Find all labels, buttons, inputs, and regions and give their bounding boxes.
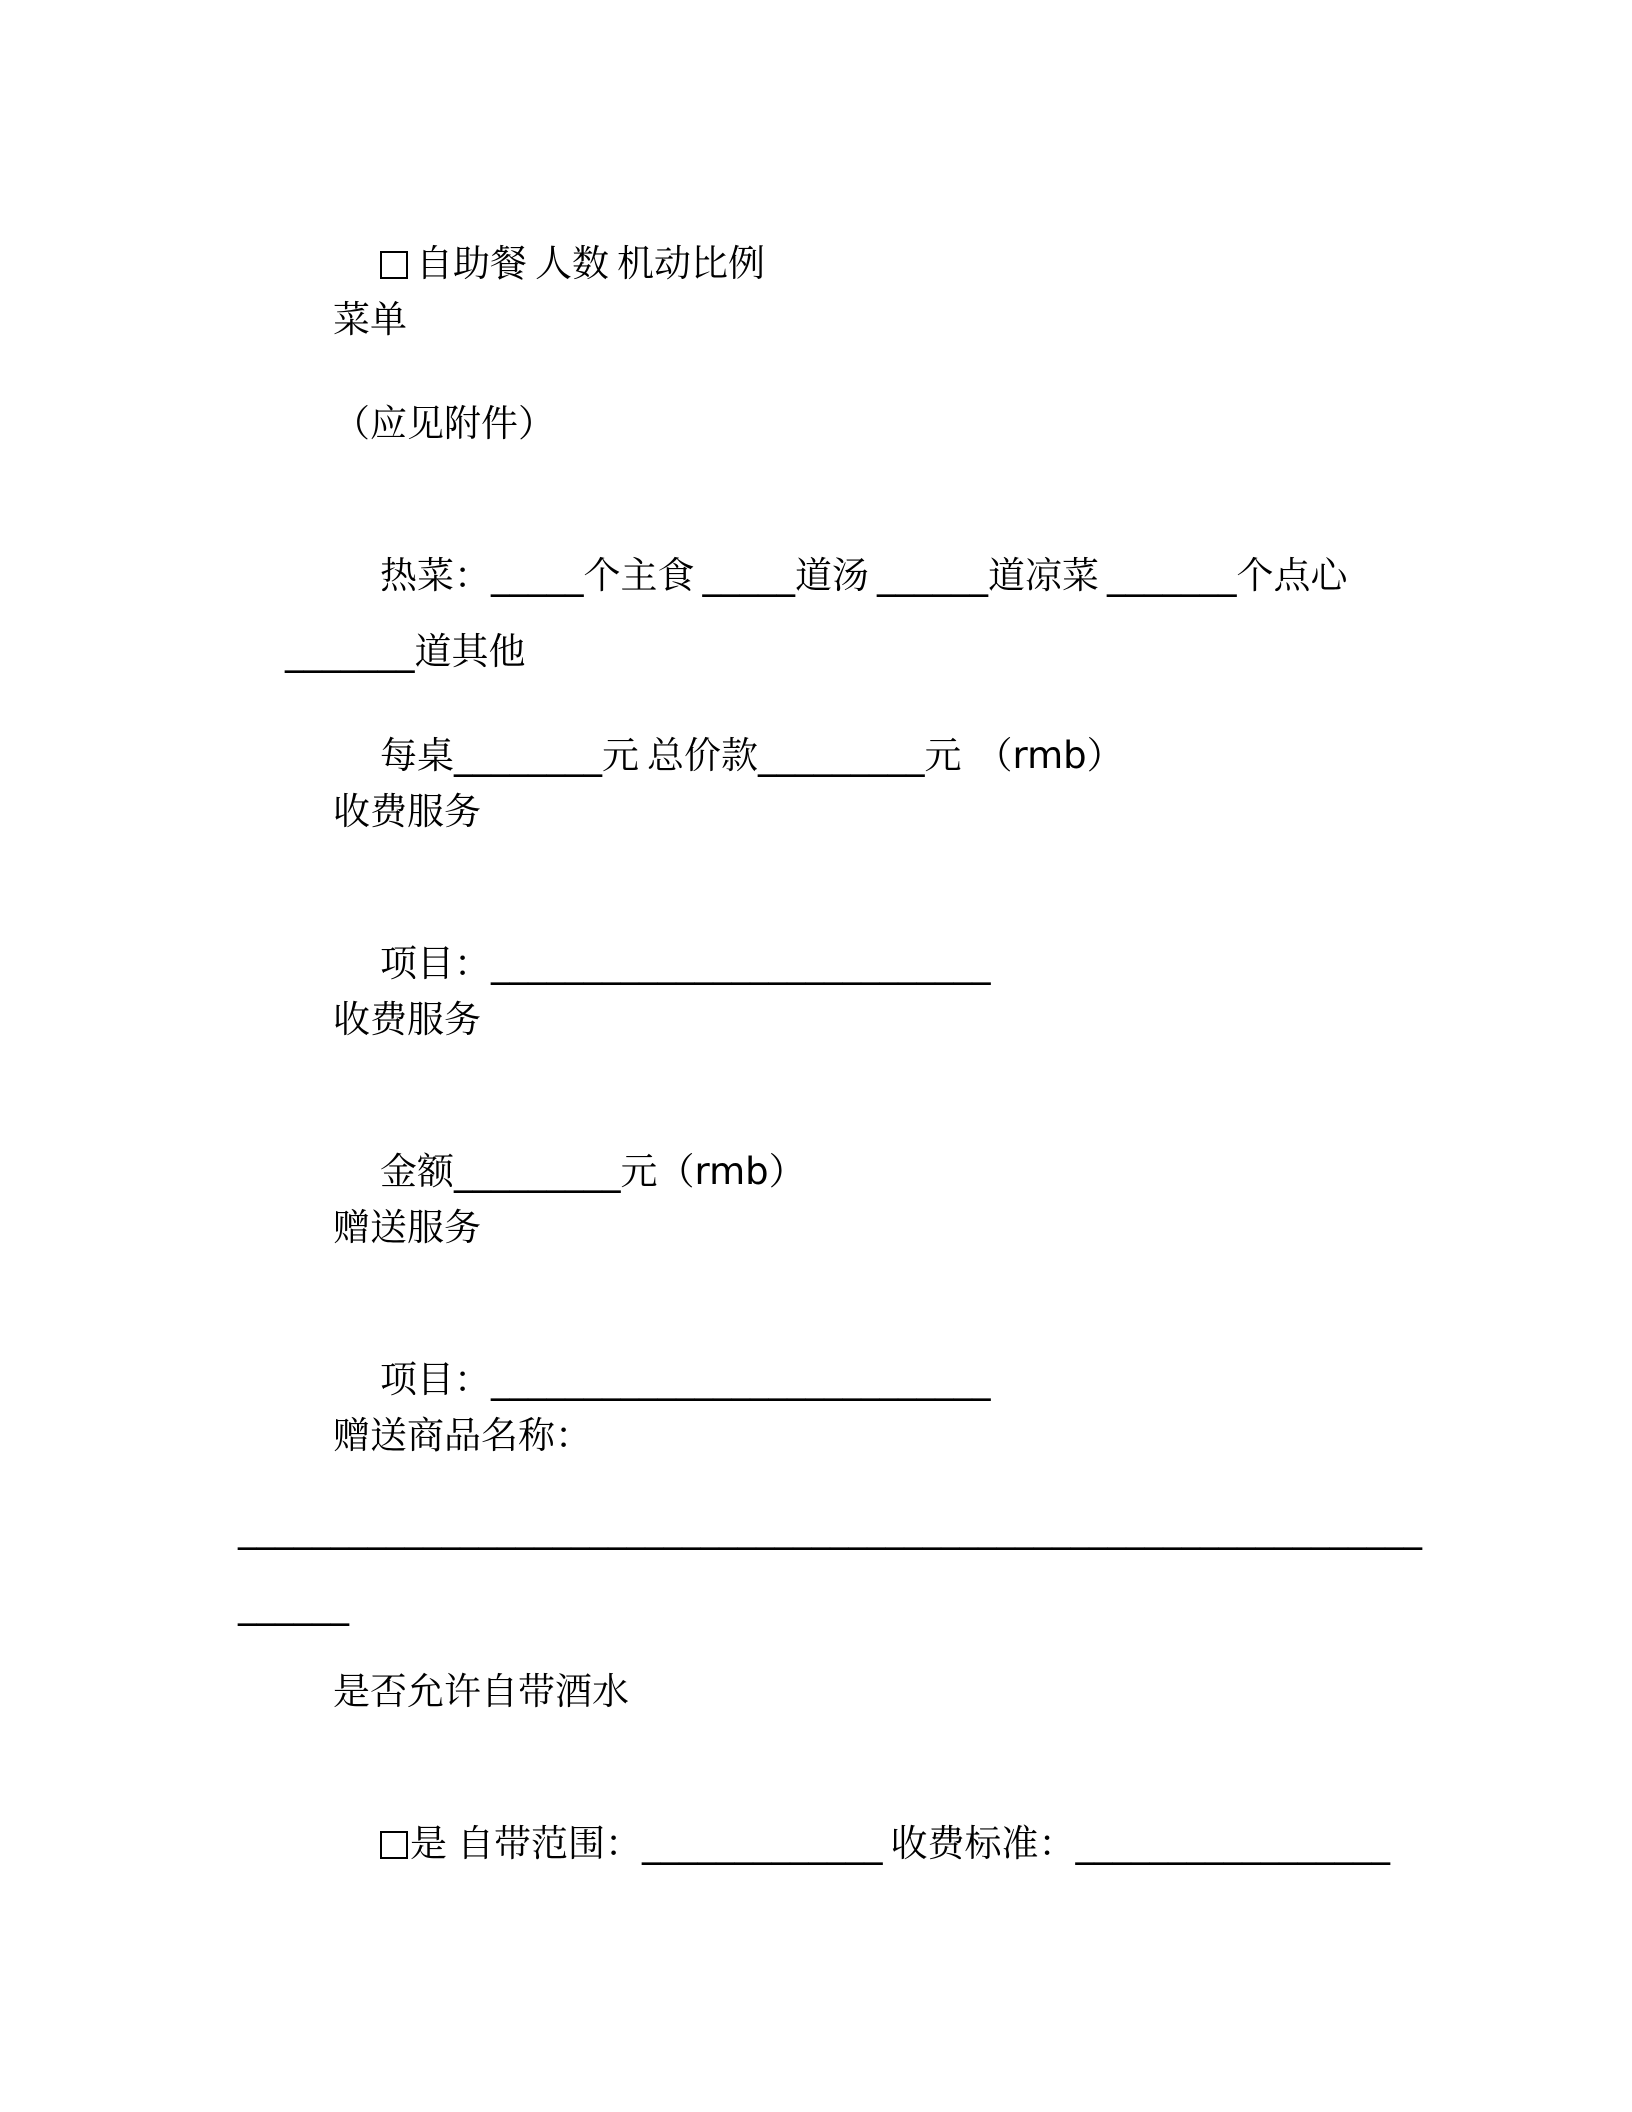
staple-label: 个主食 bbox=[583, 554, 695, 597]
menu-title: 菜单 bbox=[333, 298, 407, 341]
total-price-unit: 元 bbox=[924, 734, 962, 777]
paid-item-blank[interactable]: ___________________________ bbox=[491, 942, 991, 985]
paid-service-title: 收费服务 bbox=[333, 790, 481, 833]
soup-label: 道汤 bbox=[795, 554, 870, 597]
gift-item-label: 项目： bbox=[380, 1358, 492, 1401]
paid-service-title-2: 收费服务 bbox=[333, 998, 481, 1041]
hot-dish-blank[interactable]: _____ bbox=[491, 554, 584, 597]
scope-blank[interactable]: _____________ bbox=[642, 1822, 883, 1865]
scope-label: 自带范围： bbox=[457, 1822, 643, 1865]
fee-label: 收费标准： bbox=[890, 1822, 1076, 1865]
menu-note: （应见附件） bbox=[333, 402, 555, 445]
other-dish-label: 道其他 bbox=[414, 630, 526, 673]
gift-goods-blank-2[interactable]: ______ bbox=[238, 1583, 349, 1626]
amount-blank[interactable]: _________ bbox=[454, 1150, 621, 1193]
drinks-yes-label: 是 bbox=[410, 1822, 448, 1865]
amount-label: 金额 bbox=[380, 1150, 455, 1193]
per-table-label: 每桌 bbox=[380, 734, 455, 777]
buffet-label: 自助餐 bbox=[416, 242, 528, 285]
buffet-checkbox[interactable] bbox=[380, 251, 408, 279]
amount-unit: 元（rmb） bbox=[620, 1150, 806, 1193]
other-dish-blank[interactable]: _______ bbox=[285, 630, 415, 673]
fee-blank[interactable]: _________________ bbox=[1075, 1822, 1391, 1865]
staple-blank[interactable]: _____ bbox=[702, 554, 796, 597]
drinks-question: 是否允许自带酒水 bbox=[333, 1670, 629, 1713]
per-table-unit: 元 bbox=[602, 734, 640, 777]
paid-item-label: 项目： bbox=[380, 942, 492, 985]
gift-service-title: 赠送服务 bbox=[333, 1206, 481, 1249]
drinks-yes-line bbox=[333, 1772, 1390, 1916]
gift-goods-label: 赠送商品名称： bbox=[333, 1414, 592, 1457]
ratio-label: 机动比例 bbox=[617, 242, 766, 285]
currency-note: （rmb） bbox=[975, 734, 1124, 777]
cold-dish-blank[interactable]: _______ bbox=[1107, 554, 1237, 597]
people-label: 人数 bbox=[535, 242, 610, 285]
per-table-blank[interactable]: ________ bbox=[454, 734, 603, 777]
total-price-label: 总价款 bbox=[647, 734, 759, 777]
gift-goods-blank-1[interactable]: ________________________________________________________________ bbox=[238, 1507, 1422, 1550]
total-price-blank[interactable]: _________ bbox=[758, 734, 925, 777]
gift-item-blank[interactable]: ___________________________ bbox=[491, 1358, 991, 1401]
dessert-label: 个点心 bbox=[1236, 554, 1348, 597]
drinks-yes-checkbox[interactable] bbox=[380, 1831, 408, 1859]
cold-dish-label: 道凉菜 bbox=[988, 554, 1100, 597]
soup-blank[interactable]: ______ bbox=[877, 554, 989, 597]
hot-dish-label: 热菜： bbox=[380, 554, 492, 597]
